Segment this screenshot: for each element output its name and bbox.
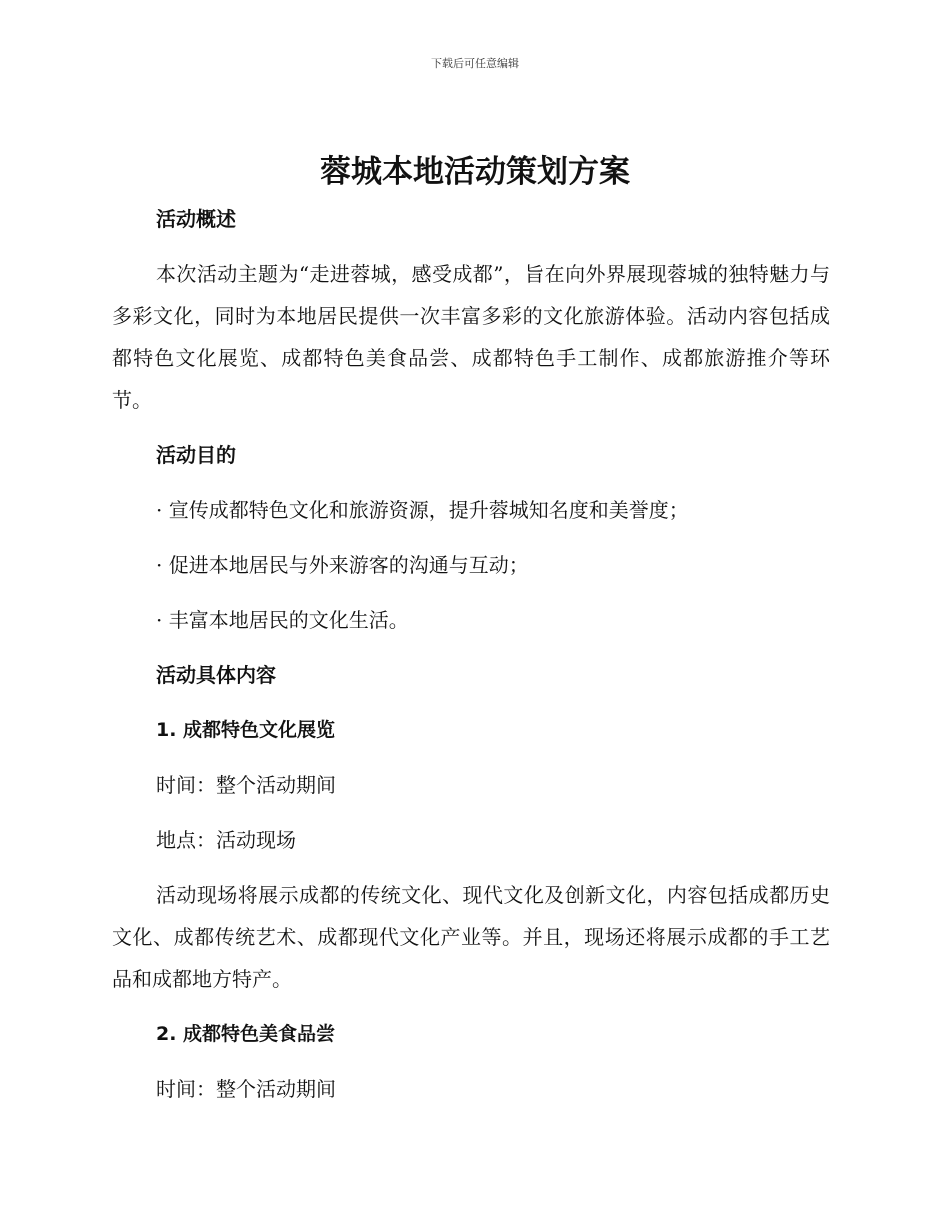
purpose-item: · 丰富本地居民的文化生活。 bbox=[156, 608, 409, 632]
document-body bbox=[112, 198, 830, 1110]
purpose-item: · 促进本地居民与外来游客的沟通与互动； bbox=[156, 553, 529, 577]
food-tasting-time: 时间：整个活动期间 bbox=[156, 1077, 336, 1101]
header-note: 下载后可任意编辑 bbox=[431, 57, 519, 70]
section-heading-purpose: 活动目的 bbox=[156, 443, 236, 467]
overview-paragraph: 本次活动主题为“走进蓉城，感受成都”，旨在向外界展现蓉城的独特魅力与多彩文化，同时为本地居民提供一次丰富多彩的文化旅游体验。活动内容包括成都特色文化展览、成都特色美食品尝、成都特色手工制作、成都旅游推介等环节。 bbox=[112, 262, 830, 412]
section-heading-overview: 活动概述 bbox=[156, 207, 236, 231]
section-heading-details: 活动具体内容 bbox=[156, 663, 276, 687]
culture-exhibition-paragraph: 活动现场将展示成都的传统文化、现代文化及创新文化，内容包括成都历史文化、成都传统艺术、成都现代文化产业等。并且，现场还将展示成都的手工艺品和成都地方特产。 bbox=[112, 883, 830, 991]
document-title: 蓉城本地活动策划方案 bbox=[320, 154, 630, 190]
purpose-item: · 宣传成都特色文化和旅游资源，提升蓉城知名度和美誉度； bbox=[156, 498, 689, 522]
culture-exhibition-place: 地点：活动现场 bbox=[156, 828, 296, 852]
culture-exhibition-time: 时间：整个活动期间 bbox=[156, 773, 336, 797]
subsection-heading-food-tasting: 2. 成都特色美食品尝 bbox=[156, 1023, 336, 1045]
subsection-heading-culture-exhibition: 1. 成都特色文化展览 bbox=[156, 719, 336, 741]
